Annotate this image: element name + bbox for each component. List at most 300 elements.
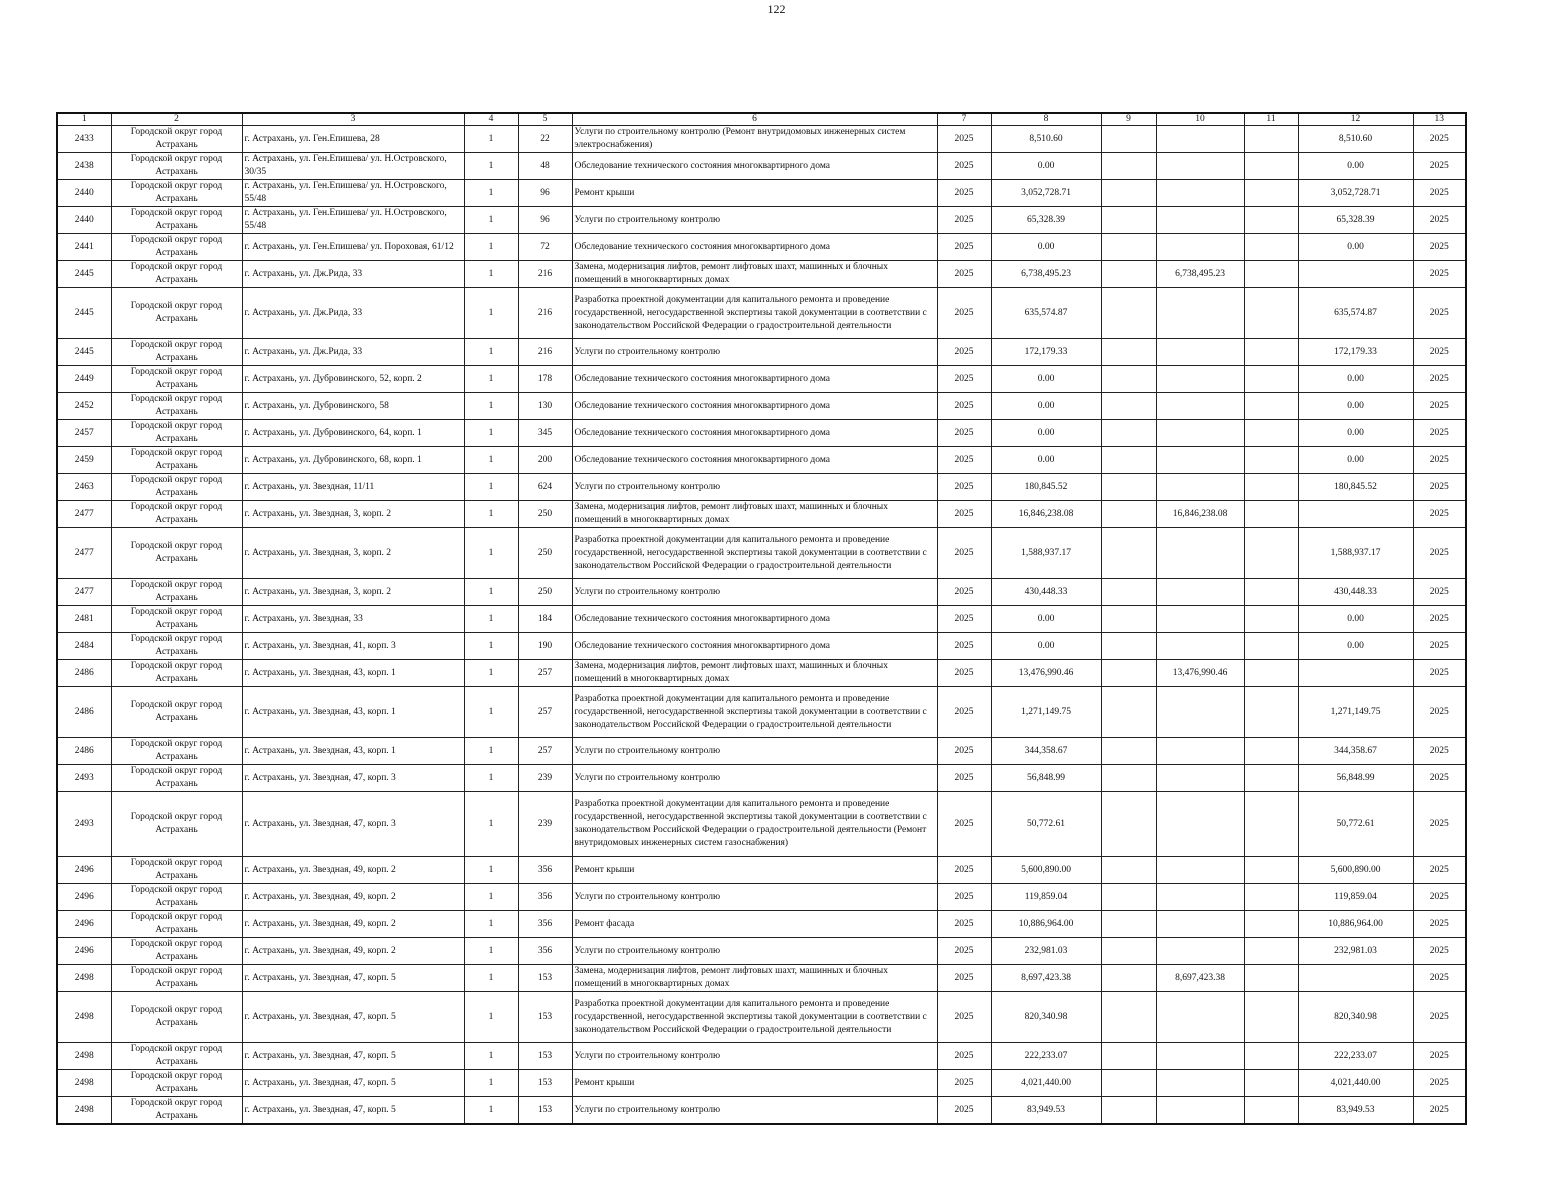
completion-year-cell: 2025 xyxy=(1413,447,1466,474)
col9-cell xyxy=(1101,765,1156,792)
col9-cell xyxy=(1101,126,1156,153)
col5-cell: 250 xyxy=(518,579,572,606)
work-type-cell: Обследование технического состояния многоквартирного дома xyxy=(572,153,937,180)
work-type-cell: Услуги по строительному контролю xyxy=(572,884,937,911)
completion-year-cell: 2025 xyxy=(1413,501,1466,528)
col9-cell xyxy=(1101,965,1156,992)
table-row xyxy=(57,339,1466,366)
column-header-1: 1 xyxy=(57,113,111,126)
col9-cell xyxy=(1101,579,1156,606)
completion-year-cell: 2025 xyxy=(1413,884,1466,911)
completion-year-cell: 2025 xyxy=(1413,180,1466,207)
col5-cell: 239 xyxy=(518,765,572,792)
col5-cell: 22 xyxy=(518,126,572,153)
row-number-cell: 2440 xyxy=(57,207,111,234)
row-number-cell: 2496 xyxy=(57,857,111,884)
address-cell: г. Астрахань, ул. Звездная, 47, корп. 5 xyxy=(242,1043,464,1070)
col11-cell xyxy=(1244,765,1298,792)
col10-cell xyxy=(1156,884,1244,911)
completion-year-cell: 2025 xyxy=(1413,606,1466,633)
col5-cell: 153 xyxy=(518,992,572,1043)
total-cost-cell: 180,845.52 xyxy=(991,474,1101,501)
col10-cell xyxy=(1156,911,1244,938)
table-row xyxy=(57,288,1466,339)
completion-year-cell: 2025 xyxy=(1413,339,1466,366)
table-row xyxy=(57,965,1466,992)
col4-cell: 1 xyxy=(464,528,518,579)
col10-cell xyxy=(1156,447,1244,474)
year-cell: 2025 xyxy=(937,393,991,420)
col12-cell: 4,021,440.00 xyxy=(1298,1070,1413,1097)
address-cell: г. Астрахань, ул. Дж.Рида, 33 xyxy=(242,339,464,366)
year-cell: 2025 xyxy=(937,965,991,992)
municipality-cell: Городской округ город Астрахань xyxy=(111,792,242,857)
year-cell: 2025 xyxy=(937,1097,991,1125)
col11-cell xyxy=(1244,339,1298,366)
col10-cell xyxy=(1156,687,1244,738)
address-cell: г. Астрахань, ул. Звездная, 3, корп. 2 xyxy=(242,501,464,528)
table-row xyxy=(57,447,1466,474)
work-type-cell: Ремонт крыши xyxy=(572,857,937,884)
col5-cell: 96 xyxy=(518,207,572,234)
column-header-7: 7 xyxy=(937,113,991,126)
table-row xyxy=(57,792,1466,857)
col5-cell: 178 xyxy=(518,366,572,393)
row-number-cell: 2493 xyxy=(57,792,111,857)
year-cell: 2025 xyxy=(937,234,991,261)
col10-cell xyxy=(1156,207,1244,234)
work-type-cell: Услуги по строительному контролю xyxy=(572,579,937,606)
col5-cell: 153 xyxy=(518,1043,572,1070)
col9-cell xyxy=(1101,992,1156,1043)
year-cell: 2025 xyxy=(937,153,991,180)
row-number-cell: 2441 xyxy=(57,234,111,261)
col12-cell: 119,859.04 xyxy=(1298,884,1413,911)
col10-cell xyxy=(1156,606,1244,633)
row-number-cell: 2498 xyxy=(57,1070,111,1097)
col5-cell: 239 xyxy=(518,792,572,857)
completion-year-cell: 2025 xyxy=(1413,528,1466,579)
row-number-cell: 2433 xyxy=(57,126,111,153)
col11-cell xyxy=(1244,792,1298,857)
municipality-cell: Городской округ город Астрахань xyxy=(111,606,242,633)
col12-cell: 50,772.61 xyxy=(1298,792,1413,857)
municipality-cell: Городской округ город Астрахань xyxy=(111,1043,242,1070)
col11-cell xyxy=(1244,126,1298,153)
col5-cell: 250 xyxy=(518,501,572,528)
work-type-cell: Обследование технического состояния многоквартирного дома xyxy=(572,606,937,633)
total-cost-cell: 6,738,495.23 xyxy=(991,261,1101,288)
col4-cell: 1 xyxy=(464,1070,518,1097)
col4-cell: 1 xyxy=(464,792,518,857)
municipality-cell: Городской округ город Астрахань xyxy=(111,992,242,1043)
col12-cell: 0.00 xyxy=(1298,606,1413,633)
col9-cell xyxy=(1101,234,1156,261)
total-cost-cell: 430,448.33 xyxy=(991,579,1101,606)
col11-cell xyxy=(1244,992,1298,1043)
address-cell: г. Астрахань, ул. Звездная, 47, корп. 5 xyxy=(242,992,464,1043)
col4-cell: 1 xyxy=(464,207,518,234)
total-cost-cell: 344,358.67 xyxy=(991,738,1101,765)
col12-cell: 0.00 xyxy=(1298,366,1413,393)
total-cost-cell: 65,328.39 xyxy=(991,207,1101,234)
year-cell: 2025 xyxy=(937,579,991,606)
row-number-cell: 2486 xyxy=(57,738,111,765)
total-cost-cell: 0.00 xyxy=(991,447,1101,474)
col4-cell: 1 xyxy=(464,765,518,792)
total-cost-cell: 119,859.04 xyxy=(991,884,1101,911)
row-number-cell: 2484 xyxy=(57,633,111,660)
col11-cell xyxy=(1244,234,1298,261)
year-cell: 2025 xyxy=(937,528,991,579)
completion-year-cell: 2025 xyxy=(1413,992,1466,1043)
col4-cell: 1 xyxy=(464,126,518,153)
col5-cell: 48 xyxy=(518,153,572,180)
col9-cell xyxy=(1101,501,1156,528)
address-cell: г. Астрахань, ул. Звездная, 47, корп. 3 xyxy=(242,792,464,857)
col12-cell: 83,949.53 xyxy=(1298,1097,1413,1125)
municipality-cell: Городской округ город Астрахань xyxy=(111,366,242,393)
work-type-cell: Замена, модернизация лифтов, ремонт лифтовых шахт, машинных и блочных помещений в многоквартирных домах xyxy=(572,261,937,288)
completion-year-cell: 2025 xyxy=(1413,792,1466,857)
total-cost-cell: 0.00 xyxy=(991,393,1101,420)
year-cell: 2025 xyxy=(937,501,991,528)
total-cost-cell: 56,848.99 xyxy=(991,765,1101,792)
table-row xyxy=(57,261,1466,288)
year-cell: 2025 xyxy=(937,339,991,366)
col4-cell: 1 xyxy=(464,633,518,660)
address-cell: г. Астрахань, ул. Ген.Епишева/ ул. Н.Островского, 30/35 xyxy=(242,153,464,180)
col11-cell xyxy=(1244,366,1298,393)
completion-year-cell: 2025 xyxy=(1413,738,1466,765)
address-cell: г. Астрахань, ул. Дубровинского, 52, корп. 2 xyxy=(242,366,464,393)
col10-cell xyxy=(1156,180,1244,207)
address-cell: г. Астрахань, ул. Звездная, 33 xyxy=(242,606,464,633)
year-cell: 2025 xyxy=(937,261,991,288)
col9-cell xyxy=(1101,366,1156,393)
row-number-cell: 2449 xyxy=(57,366,111,393)
col9-cell xyxy=(1101,1097,1156,1125)
table-row xyxy=(57,738,1466,765)
address-cell: г. Астрахань, ул. Ген.Епишева/ ул. Пороховая, 61/12 xyxy=(242,234,464,261)
column-header-2: 2 xyxy=(111,113,242,126)
total-cost-cell: 0.00 xyxy=(991,420,1101,447)
col9-cell xyxy=(1101,447,1156,474)
col9-cell xyxy=(1101,339,1156,366)
col11-cell xyxy=(1244,474,1298,501)
completion-year-cell: 2025 xyxy=(1413,474,1466,501)
table-row xyxy=(57,911,1466,938)
total-cost-cell: 222,233.07 xyxy=(991,1043,1101,1070)
col11-cell xyxy=(1244,447,1298,474)
col12-cell: 5,600,890.00 xyxy=(1298,857,1413,884)
col9-cell xyxy=(1101,528,1156,579)
col9-cell xyxy=(1101,857,1156,884)
col10-cell xyxy=(1156,738,1244,765)
work-type-cell: Обследование технического состояния многоквартирного дома xyxy=(572,234,937,261)
municipality-cell: Городской округ город Астрахань xyxy=(111,938,242,965)
col9-cell xyxy=(1101,687,1156,738)
address-cell: г. Астрахань, ул. Ген.Епишева, 28 xyxy=(242,126,464,153)
col4-cell: 1 xyxy=(464,857,518,884)
row-number-cell: 2477 xyxy=(57,579,111,606)
col4-cell: 1 xyxy=(464,180,518,207)
col5-cell: 96 xyxy=(518,180,572,207)
row-number-cell: 2445 xyxy=(57,261,111,288)
work-type-cell: Обследование технического состояния многоквартирного дома xyxy=(572,420,937,447)
address-cell: г. Астрахань, ул. Звездная, 43, корп. 1 xyxy=(242,738,464,765)
col5-cell: 257 xyxy=(518,738,572,765)
municipality-cell: Городской округ город Астрахань xyxy=(111,153,242,180)
column-header-13: 13 xyxy=(1413,113,1466,126)
completion-year-cell: 2025 xyxy=(1413,633,1466,660)
column-header-3: 3 xyxy=(242,113,464,126)
row-number-cell: 2496 xyxy=(57,884,111,911)
year-cell: 2025 xyxy=(937,420,991,447)
table-row xyxy=(57,207,1466,234)
col10-cell xyxy=(1156,474,1244,501)
address-cell: г. Астрахань, ул. Звездная, 47, корп. 5 xyxy=(242,965,464,992)
column-header-12: 12 xyxy=(1298,113,1413,126)
table-row xyxy=(57,366,1466,393)
col9-cell xyxy=(1101,288,1156,339)
row-number-cell: 2445 xyxy=(57,288,111,339)
table-row xyxy=(57,1043,1466,1070)
col10-cell xyxy=(1156,528,1244,579)
col11-cell xyxy=(1244,180,1298,207)
work-type-cell: Услуги по строительному контролю xyxy=(572,207,937,234)
col12-cell: 0.00 xyxy=(1298,447,1413,474)
col12-cell: 430,448.33 xyxy=(1298,579,1413,606)
col12-cell xyxy=(1298,965,1413,992)
col9-cell xyxy=(1101,1070,1156,1097)
address-cell: г. Астрахань, ул. Дубровинского, 64, корп. 1 xyxy=(242,420,464,447)
col11-cell xyxy=(1244,528,1298,579)
col9-cell xyxy=(1101,633,1156,660)
col5-cell: 200 xyxy=(518,447,572,474)
col5-cell: 130 xyxy=(518,393,572,420)
col11-cell xyxy=(1244,606,1298,633)
col11-cell xyxy=(1244,660,1298,687)
address-cell: г. Астрахань, ул. Дубровинского, 58 xyxy=(242,393,464,420)
col9-cell xyxy=(1101,606,1156,633)
col5-cell: 356 xyxy=(518,884,572,911)
col4-cell: 1 xyxy=(464,366,518,393)
total-cost-cell: 4,021,440.00 xyxy=(991,1070,1101,1097)
address-cell: г. Астрахань, ул. Ген.Епишева/ ул. Н.Островского, 55/48 xyxy=(242,207,464,234)
table-row xyxy=(57,660,1466,687)
completion-year-cell: 2025 xyxy=(1413,911,1466,938)
col10-cell xyxy=(1156,234,1244,261)
year-cell: 2025 xyxy=(937,738,991,765)
col10-cell: 13,476,990.46 xyxy=(1156,660,1244,687)
municipality-cell: Городской округ город Астрахань xyxy=(111,447,242,474)
address-cell: г. Астрахань, ул. Звездная, 3, корп. 2 xyxy=(242,528,464,579)
col12-cell: 56,848.99 xyxy=(1298,765,1413,792)
col10-cell xyxy=(1156,579,1244,606)
row-number-cell: 2438 xyxy=(57,153,111,180)
row-number-cell: 2459 xyxy=(57,447,111,474)
row-number-cell: 2445 xyxy=(57,339,111,366)
table-row xyxy=(57,857,1466,884)
completion-year-cell: 2025 xyxy=(1413,234,1466,261)
col10-cell xyxy=(1156,857,1244,884)
col4-cell: 1 xyxy=(464,447,518,474)
completion-year-cell: 2025 xyxy=(1413,393,1466,420)
col11-cell xyxy=(1244,738,1298,765)
col9-cell xyxy=(1101,393,1156,420)
col4-cell: 1 xyxy=(464,884,518,911)
col5-cell: 72 xyxy=(518,234,572,261)
table-row xyxy=(57,474,1466,501)
municipality-cell: Городской округ город Астрахань xyxy=(111,501,242,528)
work-type-cell: Обследование технического состояния многоквартирного дома xyxy=(572,633,937,660)
col5-cell: 345 xyxy=(518,420,572,447)
col12-cell: 3,052,728.71 xyxy=(1298,180,1413,207)
total-cost-cell: 1,588,937.17 xyxy=(991,528,1101,579)
col11-cell xyxy=(1244,633,1298,660)
row-number-cell: 2496 xyxy=(57,911,111,938)
col11-cell xyxy=(1244,261,1298,288)
address-cell: г. Астрахань, ул. Звездная, 47, корп. 5 xyxy=(242,1070,464,1097)
col10-cell xyxy=(1156,393,1244,420)
col12-cell xyxy=(1298,660,1413,687)
year-cell: 2025 xyxy=(937,207,991,234)
municipality-cell: Городской округ город Астрахань xyxy=(111,207,242,234)
col4-cell: 1 xyxy=(464,579,518,606)
work-type-cell: Обследование технического состояния многоквартирного дома xyxy=(572,366,937,393)
col12-cell: 1,271,149.75 xyxy=(1298,687,1413,738)
municipality-cell: Городской округ город Астрахань xyxy=(111,911,242,938)
row-number-cell: 2496 xyxy=(57,938,111,965)
col10-cell xyxy=(1156,126,1244,153)
year-cell: 2025 xyxy=(937,633,991,660)
col9-cell xyxy=(1101,911,1156,938)
total-cost-cell: 0.00 xyxy=(991,633,1101,660)
work-type-cell: Разработка проектной документации для капитального ремонта и проведение государственной, негосударственной экспертизы такой документации в соответствии с законодательством Российской Федерации о градостроительной деятельности xyxy=(572,687,937,738)
completion-year-cell: 2025 xyxy=(1413,965,1466,992)
address-cell: г. Астрахань, ул. Звездная, 49, корп. 2 xyxy=(242,911,464,938)
completion-year-cell: 2025 xyxy=(1413,1097,1466,1125)
municipality-cell: Городской округ город Астрахань xyxy=(111,234,242,261)
col9-cell xyxy=(1101,884,1156,911)
col10-cell xyxy=(1156,792,1244,857)
col4-cell: 1 xyxy=(464,606,518,633)
municipality-cell: Городской округ город Астрахань xyxy=(111,261,242,288)
year-cell: 2025 xyxy=(937,288,991,339)
col12-cell: 1,588,937.17 xyxy=(1298,528,1413,579)
table-row xyxy=(57,633,1466,660)
col11-cell xyxy=(1244,153,1298,180)
col12-cell: 10,886,964.00 xyxy=(1298,911,1413,938)
year-cell: 2025 xyxy=(937,911,991,938)
table-row xyxy=(57,687,1466,738)
year-cell: 2025 xyxy=(937,884,991,911)
col4-cell: 1 xyxy=(464,992,518,1043)
year-cell: 2025 xyxy=(937,447,991,474)
work-type-cell: Ремонт фасада xyxy=(572,911,937,938)
col11-cell xyxy=(1244,884,1298,911)
table-row xyxy=(57,180,1466,207)
col11-cell xyxy=(1244,857,1298,884)
col4-cell: 1 xyxy=(464,234,518,261)
total-cost-cell: 3,052,728.71 xyxy=(991,180,1101,207)
work-type-cell: Услуги по строительному контролю xyxy=(572,938,937,965)
year-cell: 2025 xyxy=(937,1043,991,1070)
municipality-cell: Городской округ город Астрахань xyxy=(111,660,242,687)
municipality-cell: Городской округ город Астрахань xyxy=(111,126,242,153)
row-number-cell: 2481 xyxy=(57,606,111,633)
municipality-cell: Городской округ город Астрахань xyxy=(111,687,242,738)
col11-cell xyxy=(1244,393,1298,420)
completion-year-cell: 2025 xyxy=(1413,765,1466,792)
row-number-cell: 2493 xyxy=(57,765,111,792)
col10-cell xyxy=(1156,420,1244,447)
work-type-cell: Замена, модернизация лифтов, ремонт лифтовых шахт, машинных и блочных помещений в многоквартирных домах xyxy=(572,965,937,992)
total-cost-cell: 5,600,890.00 xyxy=(991,857,1101,884)
col12-cell: 0.00 xyxy=(1298,633,1413,660)
year-cell: 2025 xyxy=(937,126,991,153)
column-header-8: 8 xyxy=(991,113,1101,126)
col9-cell xyxy=(1101,660,1156,687)
col5-cell: 257 xyxy=(518,660,572,687)
municipality-cell: Городской округ город Астрахань xyxy=(111,1097,242,1125)
col5-cell: 356 xyxy=(518,911,572,938)
municipality-cell: Городской округ город Астрахань xyxy=(111,474,242,501)
col4-cell: 1 xyxy=(464,420,518,447)
municipality-cell: Городской округ город Астрахань xyxy=(111,884,242,911)
work-type-cell: Замена, модернизация лифтов, ремонт лифтовых шахт, машинных и блочных помещений в многоквартирных домах xyxy=(572,660,937,687)
column-number-header-row xyxy=(57,113,1466,126)
municipality-cell: Городской округ город Астрахань xyxy=(111,579,242,606)
municipality-cell: Городской округ город Астрахань xyxy=(111,393,242,420)
table-body xyxy=(57,126,1466,1125)
table-row xyxy=(57,126,1466,153)
col11-cell xyxy=(1244,1043,1298,1070)
address-cell: г. Астрахань, ул. Звездная, 49, корп. 2 xyxy=(242,884,464,911)
col12-cell: 0.00 xyxy=(1298,153,1413,180)
address-cell: г. Астрахань, ул. Звездная, 43, корп. 1 xyxy=(242,687,464,738)
col12-cell: 635,574.87 xyxy=(1298,288,1413,339)
col5-cell: 624 xyxy=(518,474,572,501)
col12-cell: 0.00 xyxy=(1298,420,1413,447)
col10-cell xyxy=(1156,938,1244,965)
work-type-cell: Разработка проектной документации для капитального ремонта и проведение государственной, негосударственной экспертизы такой документации в соответствии с законодательством Российской Федерации о градостроительной деятельности xyxy=(572,528,937,579)
col11-cell xyxy=(1244,420,1298,447)
table-row xyxy=(57,884,1466,911)
table-row xyxy=(57,153,1466,180)
col9-cell xyxy=(1101,420,1156,447)
col12-cell: 172,179.33 xyxy=(1298,339,1413,366)
municipality-cell: Городской округ город Астрахань xyxy=(111,528,242,579)
table-row xyxy=(57,420,1466,447)
address-cell: г. Астрахань, ул. Дж.Рида, 33 xyxy=(242,288,464,339)
year-cell: 2025 xyxy=(937,792,991,857)
completion-year-cell: 2025 xyxy=(1413,126,1466,153)
completion-year-cell: 2025 xyxy=(1413,579,1466,606)
total-cost-cell: 0.00 xyxy=(991,606,1101,633)
completion-year-cell: 2025 xyxy=(1413,261,1466,288)
col11-cell xyxy=(1244,288,1298,339)
work-type-cell: Разработка проектной документации для капитального ремонта и проведение государственной, негосударственной экспертизы такой документации в соответствии с законодательством Российской Федерации о градостроительной деятельности xyxy=(572,288,937,339)
address-cell: г. Астрахань, ул. Звездная, 3, корп. 2 xyxy=(242,579,464,606)
col4-cell: 1 xyxy=(464,261,518,288)
col12-cell: 180,845.52 xyxy=(1298,474,1413,501)
work-type-cell: Услуги по строительному контролю xyxy=(572,765,937,792)
year-cell: 2025 xyxy=(937,938,991,965)
col4-cell: 1 xyxy=(464,965,518,992)
col12-cell xyxy=(1298,501,1413,528)
